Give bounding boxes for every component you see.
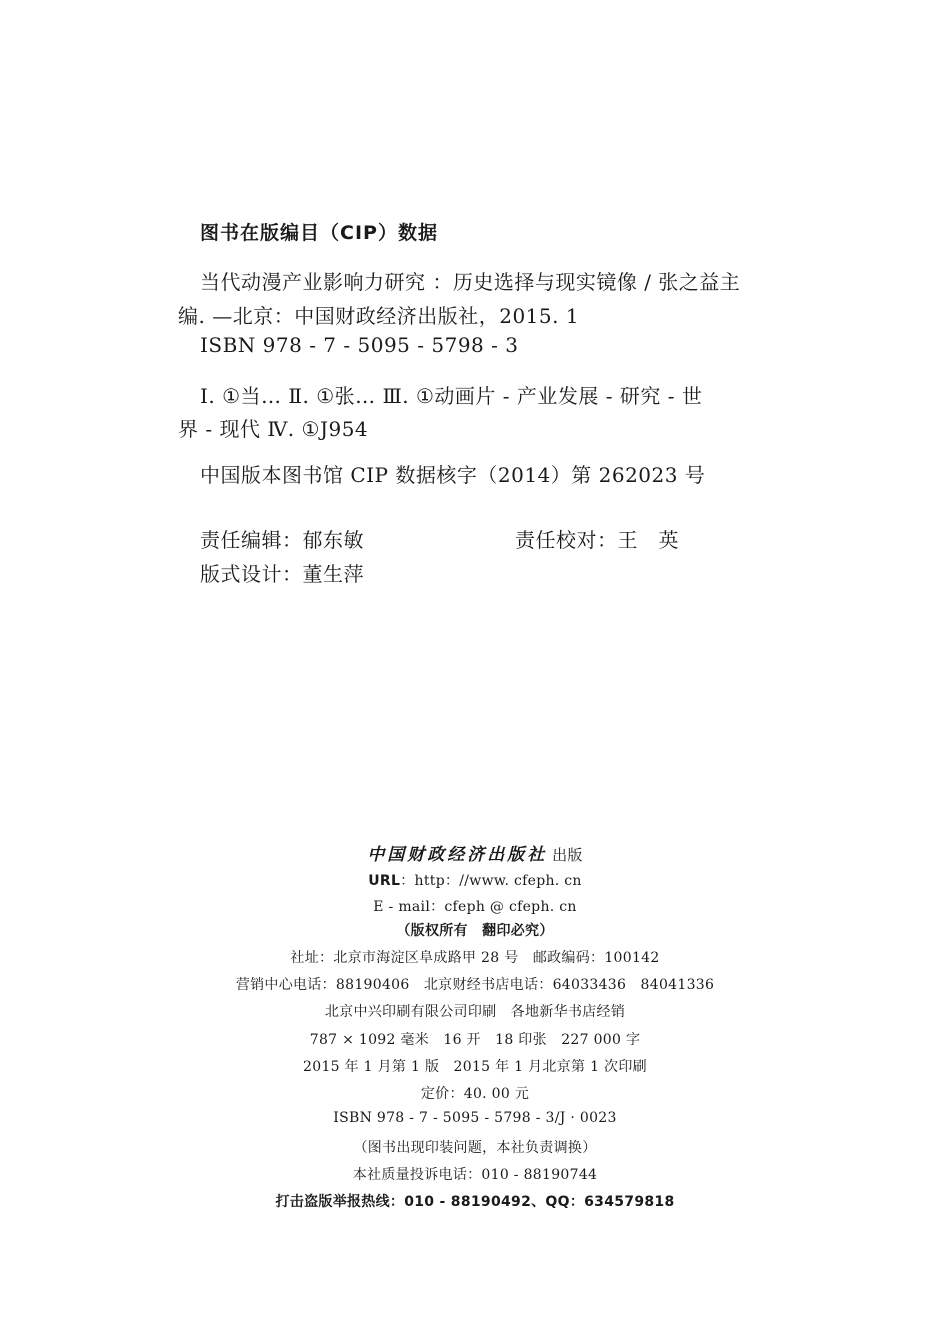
book-specification: 787 × 1092 毫米 16 开 18 印张 227 000 字 xyxy=(309,1032,641,1048)
print-defect-notice: （图书出现印装问题，本社负责调换） xyxy=(353,1140,597,1156)
cip-library-record: 中国版本图书馆 CIP 数据核字（2014）第 262023 号 xyxy=(200,463,706,487)
sales-phones: 营销中心电话：88190406 北京财经书店电话：64033436 84041336 xyxy=(235,977,715,993)
publisher-url-line xyxy=(0,870,950,890)
publisher-verb: 出版 xyxy=(552,846,583,864)
publisher-address: 社址：北京市海淀区阜成路甲 28 号 邮政编码：100142 xyxy=(290,950,660,966)
responsible-proofreader: 责任校对：王 英 xyxy=(515,528,679,552)
cip-title: 图书在版编目（CIP）数据 xyxy=(200,222,438,244)
cip-classification-line1: Ⅰ. ①当… Ⅱ. ①张… Ⅲ. ①动画片 - 产业发展 - 研究 - 世 xyxy=(200,384,703,408)
printer-info: 北京中兴印刷有限公司印刷 各地新华书店经销 xyxy=(324,1004,626,1020)
cip-isbn: ISBN 978 - 7 - 5095 - 5798 - 3 xyxy=(200,333,519,357)
publisher-email: E - mail：cfeph @ cfeph. cn xyxy=(373,899,577,915)
publisher-name: 中国财政经济出版社 xyxy=(367,845,548,865)
anti-piracy-hotline: 打击盗版举报热线：010 - 88190492、QQ：634579818 xyxy=(275,1194,675,1210)
cip-classification-line2: 界 - 现代 Ⅳ. ①J954 xyxy=(178,417,369,441)
quality-complaint-phone: 本社质量投诉电话：010 - 88190744 xyxy=(352,1167,598,1183)
url-label: URL xyxy=(368,873,401,889)
rights-notice: （版权所有 翻印必究） xyxy=(396,923,554,939)
responsible-editor: 责任编辑：郁东敏 xyxy=(200,528,364,552)
cip-book-title-line2: 编. —北京：中国财政经济出版社，2015. 1 xyxy=(178,304,580,328)
cip-book-title-line1: 当代动漫产业影响力研究 ：历史选择与现实镜像 / 张之益主 xyxy=(200,270,741,294)
price: 定价：40. 00 元 xyxy=(420,1086,530,1102)
edition-info: 2015 年 1 月第 1 版 2015 年 1 月北京第 1 次印刷 xyxy=(303,1059,647,1075)
publisher-line xyxy=(0,840,950,865)
url-value: ：http：//www. cfeph. cn xyxy=(400,873,582,889)
isbn-full: ISBN 978 - 7 - 5095 - 5798 - 3/J · 0023 xyxy=(333,1110,617,1126)
layout-designer: 版式设计：董生萍 xyxy=(200,562,364,586)
